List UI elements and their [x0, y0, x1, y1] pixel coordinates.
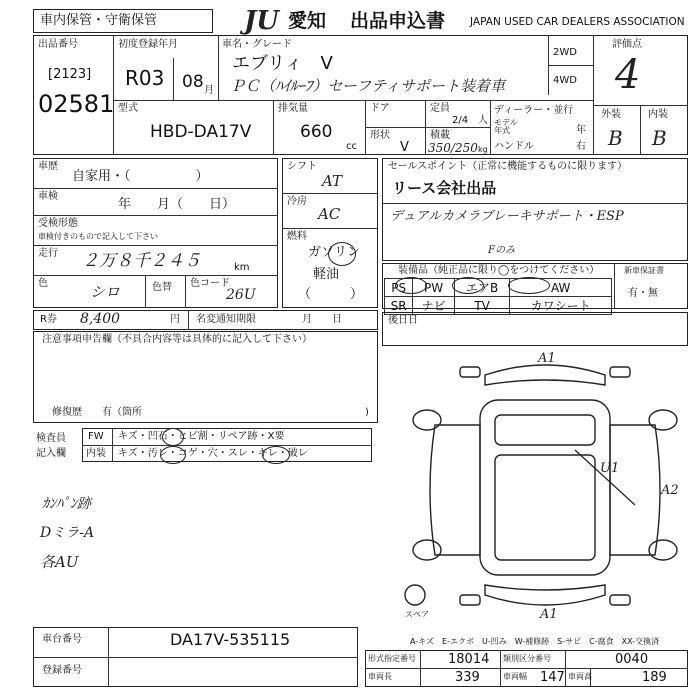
fuel-bracket: （ ） [298, 287, 364, 302]
damage-legend: A-キズ E-エクボ U-凹み W-補修跡 S-サビ C-腐食 XX-交換済 [410, 637, 660, 646]
mark-rear: A1 [540, 607, 558, 622]
mileage-label: 走行 [38, 248, 58, 259]
rear-notes-box [382, 312, 688, 346]
color-change-label: 色替 [152, 282, 172, 293]
equipment-label: 装備品（純正品に限り◯をつけてください） [398, 265, 600, 276]
top-block [33, 35, 688, 155]
usage-label: 車歴 [38, 161, 58, 172]
paperwork-note: 車検付きのもので記入して下さい [38, 232, 158, 241]
form-title: 出品申込書 [350, 10, 446, 32]
sales-points-line2: デュアルカメラブレーキサポート・ESP [390, 209, 624, 224]
lot-number: 02581 [38, 90, 115, 118]
repair-label: 修復歴 有（箇所 [52, 407, 142, 418]
equip-navi: ナビ [413, 297, 455, 315]
corner-label: 車内保管・守衛保管 [40, 13, 158, 28]
fuel-label: 燃料 [287, 231, 307, 242]
ac-value: AC [318, 205, 341, 223]
mark-right-u1: U1 [600, 461, 620, 476]
length-value: 339 [455, 670, 480, 685]
mileage-value: ２万８千２４５ [82, 251, 201, 271]
spare-label: スペア [405, 610, 429, 619]
capacity-value: 2/4 [452, 115, 469, 126]
paperwork-label: 受検形態 [38, 218, 78, 229]
color-code-value: 26U [226, 287, 256, 303]
shift-label: シフト [287, 161, 317, 172]
model-year-label: モデル 年式 [494, 118, 518, 135]
registration-month-unit: 月 [204, 85, 214, 96]
interior-grade: B [652, 126, 667, 150]
inspector-label: 検査員 記入欄 [36, 433, 66, 459]
registration-label: 初度登録年月 [118, 39, 178, 50]
sales-points-label: セールスポイント（正常に機能するものに限ります） [388, 161, 628, 172]
shift-value: AT [322, 172, 343, 190]
mark-front: A1 [538, 351, 556, 366]
warranty-label: 新車保証書 [624, 266, 664, 275]
equip-airbag-circle [508, 277, 550, 294]
capacity-unit: 人 [478, 115, 488, 126]
displacement-value: 660 [300, 122, 333, 142]
association-name: 愛知 [288, 10, 327, 32]
inspection-label: 車検 [38, 191, 58, 202]
equip-airbag: エアB [454, 279, 509, 297]
type-spec-value: 18014 [448, 652, 490, 667]
chassis-number: DA17V-535115 [170, 630, 291, 649]
fuel-circle-mark [328, 242, 356, 266]
type-label: 型式 [118, 103, 138, 114]
equipment-note: Fのみ [488, 245, 515, 256]
class-label: 類別区分番号 [503, 654, 551, 663]
exterior-label: 外装 [601, 109, 621, 120]
ac-label: 冷房 [287, 196, 307, 207]
lot-sub-number: [2123] [48, 67, 92, 82]
door-label: ドア [370, 103, 390, 114]
inspector-ext-items: キズ・凹石・ヒビ割・リペア跡・X要 [118, 431, 285, 442]
class-value: 0040 [615, 652, 649, 667]
model-name: エブリィ V [232, 53, 333, 74]
height-value: 189 [642, 670, 667, 685]
ext-dent-circle [162, 428, 184, 446]
inspection-value: 年 月（ 日） [118, 197, 236, 212]
color-value: シロ [90, 283, 121, 301]
equip-kawa-seat: カワシート [510, 297, 612, 315]
displacement-label: 排気量 [278, 103, 308, 114]
ju-logo: JU [244, 6, 279, 36]
displacement-unit: cc [346, 141, 357, 152]
int-dirt-circle [160, 446, 186, 464]
notice-label: 名変通知期限 [196, 314, 256, 325]
registration-month: 08 [182, 72, 204, 92]
drive-4wd: 4WD [553, 75, 577, 86]
registration-year: R03 [125, 66, 165, 90]
inspector-memo1: ｶﾝﾊﾟﾝ跡 [42, 496, 91, 512]
fuel-diesel: 軽油 [313, 267, 340, 282]
color-code-label: 色コード [190, 278, 230, 289]
equip-sr: SR [385, 297, 413, 315]
rear-memo: 後日日 [388, 315, 418, 326]
load-label: 積載 [430, 130, 450, 141]
inspector-int-head: 内装 [86, 448, 106, 459]
equip-pw: PW [413, 279, 455, 297]
handle-label: ハンドル [494, 141, 534, 152]
inspector-memo2: Dミラ-A [40, 525, 95, 541]
notice-unit: 月 日 [302, 314, 342, 325]
model-grade: ＰＣ（ﾊｲﾙｰﾌ）セーフティサポート装着車 [230, 77, 505, 95]
recycle-unit: 円 [170, 314, 180, 325]
english-name: JAPAN USED CAR DEALERS ASSOCIATION [470, 16, 685, 28]
equip-tv: TV [454, 297, 509, 315]
repair-bracket: ) [365, 407, 369, 418]
plate-label: 登録番号 [42, 665, 82, 676]
model-name-label: 車名・グレード [222, 39, 292, 50]
score-label: 評価点 [612, 39, 642, 50]
equip-ps: PS [385, 279, 413, 297]
equip-pw-circle [452, 277, 484, 294]
chassis-label: 車台番号 [42, 634, 82, 645]
score-value: 4 [615, 52, 641, 98]
fuel-gasoline: ガソリン [308, 245, 361, 260]
model-type: HBD-DA17V [150, 122, 252, 142]
shape-value: V [400, 140, 409, 155]
shape-label: 形状 [370, 130, 390, 141]
inspector-memo3: 各AU [40, 553, 79, 571]
usage-value: 自家用・（ ） [72, 169, 209, 184]
handle-unit: 右 [576, 141, 586, 152]
length-label: 車両長 [368, 672, 392, 681]
int-scuff-circle [262, 446, 290, 464]
interior-label: 内装 [648, 109, 668, 120]
mileage-unit: km [234, 262, 250, 273]
recycle-label: R券 [40, 314, 57, 325]
recycle-value: 8,400 [80, 311, 121, 327]
inspector-ext-head: FW [88, 431, 104, 442]
height-label: 車両高 [568, 672, 592, 681]
load-value: 350/250 [428, 141, 478, 155]
model-year-unit: 年 [576, 125, 586, 136]
dealer-label: ディーラー・並行 [494, 105, 574, 116]
load-unit: kg [478, 145, 488, 154]
exterior-grade: B [608, 126, 623, 150]
width-value: 147 [540, 670, 565, 685]
drive-2wd: 2WD [553, 47, 577, 58]
inspector-int-items: キズ・汚レ・コゲ・穴・スレ・キレ・破レ [118, 448, 308, 459]
mark-right-a2: A2 [661, 483, 679, 498]
type-spec-label: 形式指定番号 [368, 654, 416, 663]
equip-ps-circle [395, 277, 427, 294]
notes-label: 注意事項申告欄（不具合内容等は具体的に記入して下さい） [42, 334, 312, 345]
lot-label: 出品番号 [38, 39, 78, 50]
damage-diagram [395, 345, 695, 635]
color-label: 色 [38, 278, 48, 289]
warranty-value: 有・無 [628, 288, 658, 299]
capacity-label: 定員 [430, 103, 450, 114]
width-label: 車両幅 [503, 672, 527, 681]
sales-points-line1: リース会社出品 [392, 179, 497, 197]
equip-aw: AW [510, 279, 612, 297]
